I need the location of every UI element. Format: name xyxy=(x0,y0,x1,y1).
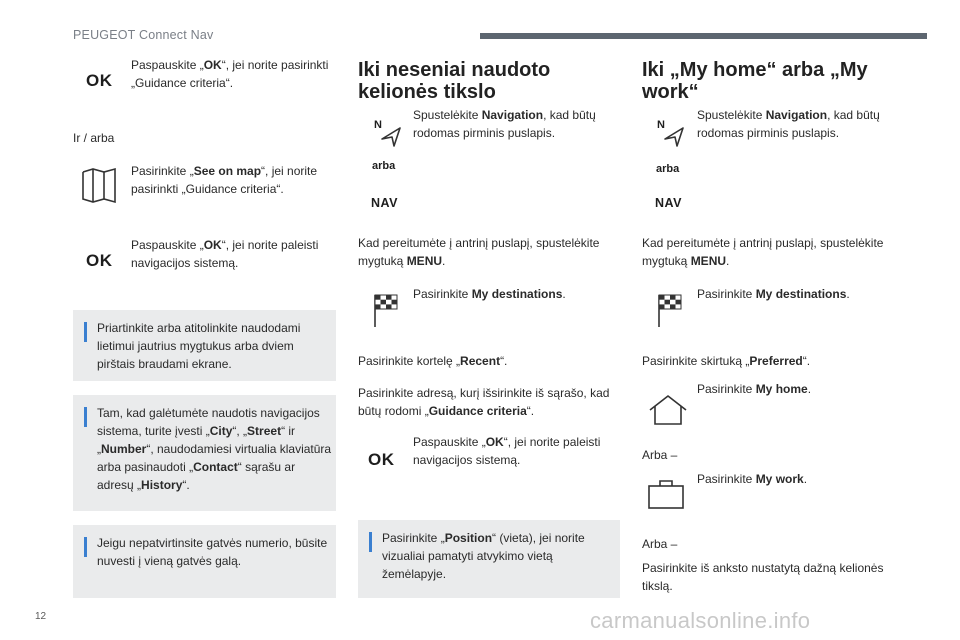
para-menu: Kad pereitumėte į antrinį puslapį, spustelėkite mygtuką MENU. xyxy=(642,236,884,268)
navigation-arrow-icon xyxy=(657,116,687,146)
step-ok-guidance: Paspauskite „OK“, jei norite pasirinkti „Guidance criteria“. xyxy=(131,58,329,90)
page-number: 12 xyxy=(35,611,47,622)
step-my-work: Pasirinkite My work. xyxy=(697,472,808,486)
note-address-entry xyxy=(73,395,336,511)
note-zoom xyxy=(73,310,336,381)
ok-icon: OK xyxy=(86,71,113,90)
running-header: PEUGEOT Connect Nav xyxy=(73,28,214,42)
step-my-home: Pasirinkite My home. xyxy=(697,382,812,396)
note-street-text: Jeigu nepatvirtinsite gatvės numerio, būsite nuvesti į vieną gatvės galą. xyxy=(97,536,328,568)
step-my-destinations: Pasirinkite My destinations. xyxy=(413,287,566,301)
arba-label: arba xyxy=(372,160,396,172)
arba-label: arba xyxy=(656,163,680,175)
note-marker xyxy=(84,537,87,557)
para-preset-destination: Pasirinkite iš anksto nustatytą dažną kelionės tikslą. xyxy=(642,561,884,593)
note-marker xyxy=(369,532,372,552)
para-guidance: Pasirinkite adresą, kurį išsirinkite iš sąrašo, kad būtų rodomi „Guidance criteria“. xyxy=(358,386,610,418)
header-bar xyxy=(480,33,927,39)
note-marker xyxy=(84,407,87,427)
nav-icon: NAV xyxy=(655,196,682,210)
navigation-arrow-icon xyxy=(374,116,404,146)
map-icon xyxy=(82,169,116,203)
step-ok-start: Paspauskite „OK“, jei norite paleisti navigacijos sistemą. xyxy=(413,435,601,467)
or-text: Arba – xyxy=(642,537,678,551)
step-ok-start: Paspauskite „OK“, jei norite paleisti navigacijos sistemą. xyxy=(131,238,319,270)
nav-icon: NAV xyxy=(371,196,398,210)
note-position xyxy=(358,520,620,598)
or-text: Ir / arba xyxy=(73,131,115,145)
svg-text:N: N xyxy=(657,119,665,131)
para-recent: Pasirinkite kortelę „Recent“. xyxy=(358,354,508,368)
note-marker xyxy=(84,322,87,342)
note-zoom-text: Priartinkite arba atitolinkite naudodami lietimui jautrius mygtukus arba dviem pirštais braudami ekrane. xyxy=(97,321,301,371)
flag-icon xyxy=(373,293,399,327)
note-address-text: Tam, kad galėtumėte naudotis navigacijos sistema, turite įvesti „City“, „Street“ ir „Number“, naudodamiesi virtualia klaviatūra arba pasinaudoti „Contact“ sąrašu ar adresų „History“. xyxy=(97,406,332,492)
section-heading-recent: Iki neseniai naudoto kelionės tikslo xyxy=(358,59,551,103)
para-menu: Kad pereitumėte į antrinį puslapį, spustelėkite mygtuką MENU. xyxy=(358,236,600,268)
svg-text:N: N xyxy=(374,119,382,131)
ok-icon: OK xyxy=(86,251,113,270)
step-see-on-map: Pasirinkite „See on map“, jei norite pasirinkti „Guidance criteria“. xyxy=(131,164,318,196)
note-position-text: Pasirinkite „Position“ (vieta), jei norite vizualiai pamatyti atvykimo vietą žemėlapyje. xyxy=(382,531,585,581)
note-street-number xyxy=(73,525,336,598)
para-preferred: Pasirinkite skirtuką „Preferred“. xyxy=(642,354,811,368)
watermark: carmanualsonline.info xyxy=(590,608,811,633)
step-navigation: Spustelėkite Navigation, kad būtų rodomas pirminis puslapis. xyxy=(413,108,596,140)
work-icon xyxy=(648,479,684,509)
flag-icon xyxy=(657,293,683,327)
step-navigation: Spustelėkite Navigation, kad būtų rodomas pirminis puslapis. xyxy=(697,108,880,140)
or-text: Arba – xyxy=(642,448,678,462)
home-icon xyxy=(648,394,688,426)
ok-icon: OK xyxy=(368,450,395,469)
section-heading-home-work: Iki „My home“ arba „My work“ xyxy=(642,59,868,103)
step-my-destinations: Pasirinkite My destinations. xyxy=(697,287,850,301)
